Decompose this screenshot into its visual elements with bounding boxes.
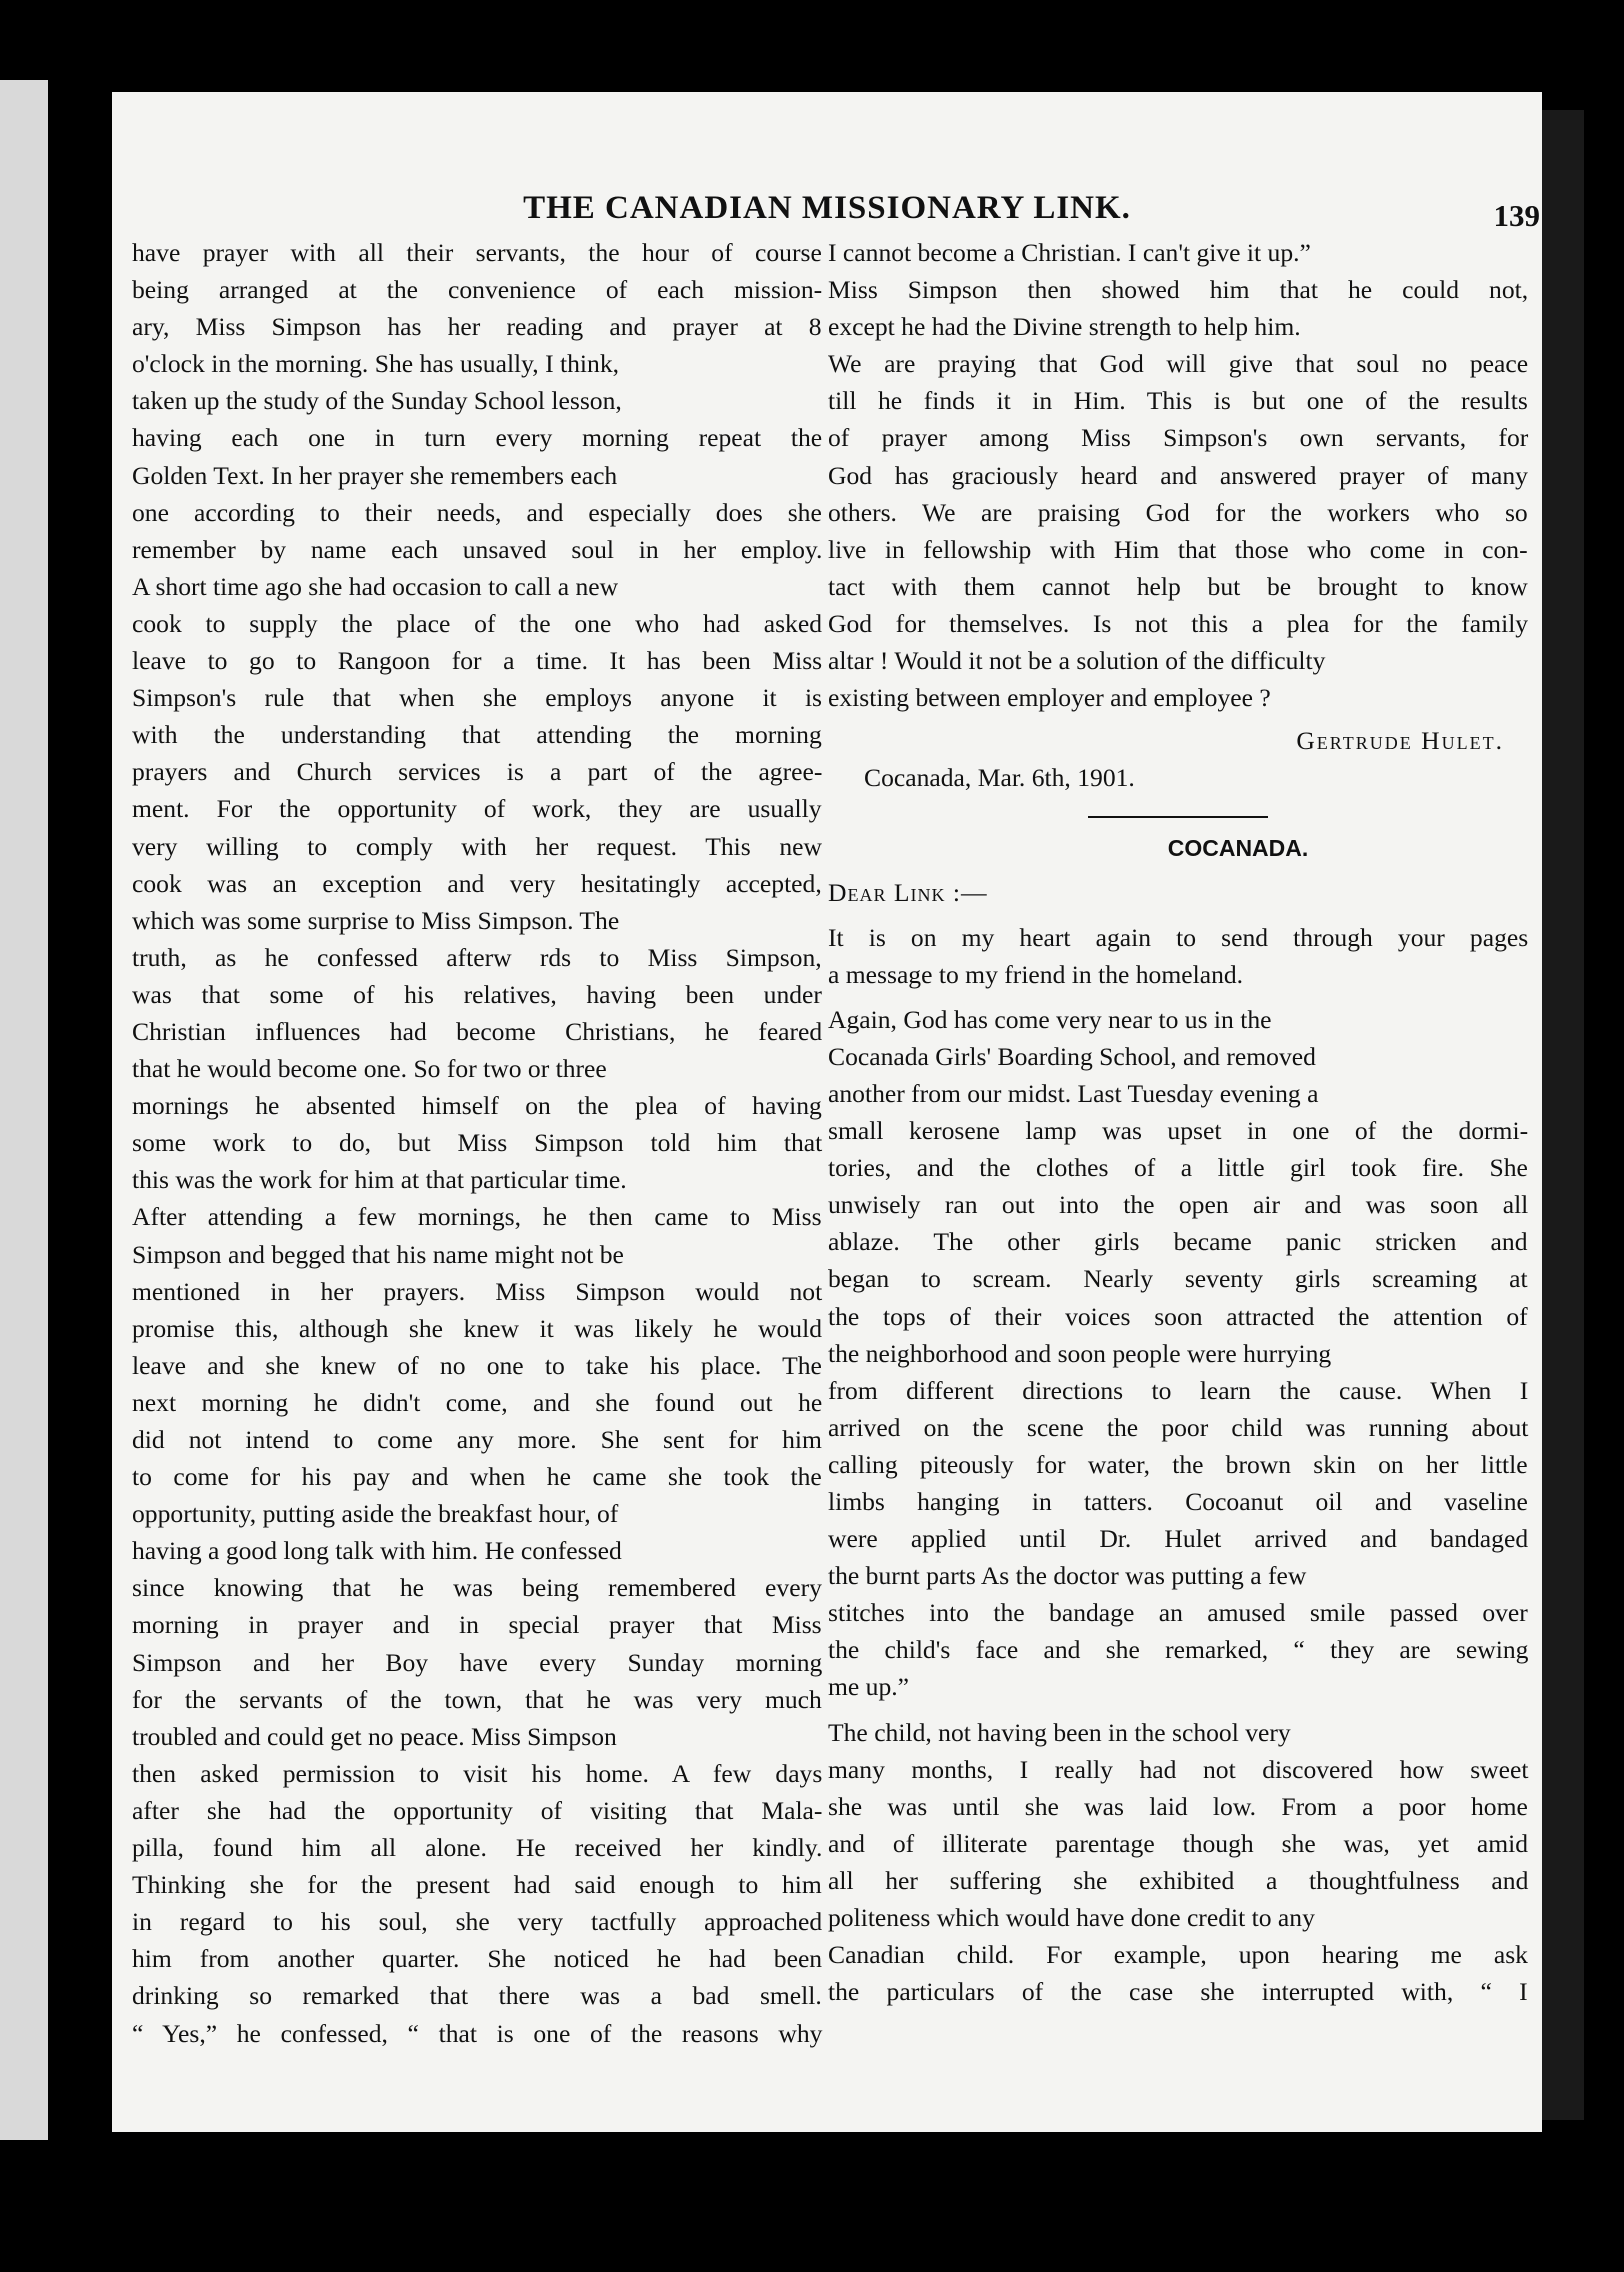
text-line: this was the work for him at that particular time.: [132, 1165, 627, 1195]
text-line: to come for his pay and when he came she took the: [132, 1462, 822, 1492]
text-line: having a good long talk with him. He confessed: [132, 1536, 622, 1566]
text-line: arrived on the scene the poor child was running about: [828, 1412, 1529, 1442]
text-line: him from another quarter. She noticed he had been: [132, 1944, 823, 1974]
text-line: the tops of their voices soon attracted the attention of: [828, 1301, 1528, 1331]
text-line: till he finds it in Him. This is but one of the results: [828, 386, 1528, 416]
text-line: ment. For the opportunity of work, they are usually: [132, 794, 822, 824]
text-line: tact with them cannot help but be brought to know: [828, 571, 1528, 601]
text-line: Golden Text. In her prayer she remembers each: [132, 460, 618, 490]
page-number: 139: [1493, 198, 1540, 233]
text-line: unwisely ran out into the open air and was soon all: [828, 1190, 1529, 1220]
text-line: of prayer among Miss Simpson's own servants, for: [828, 423, 1529, 453]
running-title: THE CANADIAN MISSIONARY LINK.: [523, 190, 1131, 226]
text-line: o'clock in the morning. She has usually, I think,: [132, 349, 620, 379]
text-line: mornings he absented himself on the plea of having: [132, 1091, 822, 1121]
left-column: [132, 234, 822, 2052]
text-line: the neighborhood and soon people were hurrying: [828, 1338, 1332, 1368]
text-line: me up.”: [828, 1672, 910, 1702]
text-line: and of illiterate parentage though she was, yet amid: [828, 1828, 1529, 1858]
text-line: many months, I really had not discovered how sweet: [828, 1754, 1529, 1784]
text-line: Canadian child. For example, upon hearing me ask: [828, 1940, 1528, 1970]
text-line: all her suffering she exhibited a thoughtfulness and: [828, 1865, 1529, 1895]
text-line: Thinking she for the present had said enough to him: [132, 1870, 822, 1900]
text-line: tories, and the clothes of a little girl took fire. She: [828, 1153, 1528, 1183]
text-line: morning in prayer and in special prayer that Miss: [132, 1610, 822, 1640]
text-line: It is on my heart again to send through your pages: [828, 922, 1529, 952]
text-line: prayers and Church services is a part of the agree-: [132, 757, 823, 787]
text-line: have prayer with all their servants, the hour of course: [132, 238, 822, 267]
text-line: opportunity, putting aside the breakfast hour, of: [132, 1499, 619, 1529]
text-line: Simpson's rule that when she employs anyone it is: [132, 683, 823, 713]
paragraph-3: [828, 1714, 1528, 2011]
salutation: Dear Link :—: [828, 877, 988, 907]
text-line: after she had the opportunity of visiting that Mala-: [132, 1795, 823, 1825]
text-line: God for themselves. Is not this a plea for the family: [828, 608, 1529, 638]
text-line: pilla, found him all alone. He received her kindly.: [132, 1833, 823, 1863]
text-line: in regard to his soul, she very tactfully approached: [132, 1907, 823, 1937]
text-line: with the understanding that attending the morning: [132, 720, 822, 750]
letter-continuation: [828, 234, 1528, 716]
text-line: for the servants of the town, that he was very much: [132, 1684, 822, 1714]
text-line: existing between employer and employee ?: [828, 683, 1271, 713]
text-line: remember by name each unsaved soul in her employ.: [132, 534, 823, 564]
text-line: ary, Miss Simpson has her reading and prayer at 8: [132, 312, 822, 342]
text-line: taken up the study of the Sunday School lesson,: [132, 386, 622, 416]
text-line: the particulars of the case she interrupted with, “ I: [828, 1977, 1528, 2007]
text-line: drinking so remarked that there was a bad smell.: [132, 1981, 822, 2011]
text-line: I cannot become a Christian. I can't give it up.”: [828, 238, 1311, 267]
text-line: from different directions to learn the cause. When I: [828, 1375, 1529, 1405]
text-line: limbs hanging in tatters. Cocoanut oil and vaseline: [828, 1487, 1528, 1516]
text-line: Miss Simpson then showed him that he could not,: [828, 275, 1529, 305]
paragraph-2: [828, 1001, 1528, 1706]
text-line: Simpson and begged that his name might not be: [132, 1239, 624, 1269]
text-line: cook was an exception and very hesitatingly accepted,: [132, 868, 822, 898]
text-line: cook to supply the place of the one who had asked: [132, 608, 822, 638]
text-line: very willing to comply with her request. This new: [132, 831, 823, 861]
text-line: was that some of his relatives, having been under: [132, 979, 822, 1009]
text-line: politeness which would have done credit to any: [828, 1903, 1315, 1933]
section-divider: [1088, 816, 1268, 818]
text-line: then asked permission to visit his home. A few days: [132, 1758, 823, 1788]
text-line: Simpson and her Boy have every Sunday morning: [132, 1647, 823, 1677]
text-line: “ Yes,” he confessed, “ that is one of the reasons why: [132, 2018, 823, 2048]
text-line: ablaze. The other girls became panic stricken and: [828, 1227, 1528, 1257]
text-line: she was until she was laid low. From a poor home: [828, 1791, 1528, 1821]
text-line: were applied until Dr. Hulet arrived and bandaged: [828, 1524, 1529, 1554]
text-line: We are praying that God will give that soul no peace: [828, 349, 1529, 379]
text-line: that he would become one. So for two or three: [132, 1054, 607, 1084]
text-line: the burnt parts As the doctor was putting a few: [828, 1561, 1307, 1591]
text-line: Christian influences had become Christians, he feared: [132, 1016, 823, 1046]
text-line: After attending a few mornings, he then came to Miss: [132, 1202, 822, 1232]
text-line: small kerosene lamp was upset in one of the dormi-: [828, 1116, 1529, 1146]
text-line: leave to go to Rangoon for a time. It has been Miss: [132, 646, 823, 676]
text-line: some work to do, but Miss Simpson told him that: [132, 1128, 823, 1158]
section-title: COCANADA.: [1167, 835, 1309, 862]
text-line: Again, God has come very near to us in the: [828, 1004, 1272, 1034]
facing-page-edge: [0, 80, 48, 2140]
text-line: calling piteously for water, the brown skin on her little: [828, 1449, 1528, 1479]
text-line: God has graciously heard and answered prayer of many: [828, 460, 1528, 490]
text-line: mentioned in her prayers. Miss Simpson would not: [132, 1276, 823, 1306]
text-line: a message to my friend in the homeland.: [828, 959, 1244, 989]
text-line: A short time ago she had occasion to call a new: [132, 571, 619, 601]
signature: Gertrude Hulet.: [1296, 726, 1504, 756]
text-line: next morning he didn't come, and she found out he: [132, 1387, 823, 1417]
page-header: [112, 190, 1542, 240]
text-line: began to scream. Nearly seventy girls screaming at: [828, 1264, 1528, 1294]
text-line: leave and she knew of no one to take his place. The: [132, 1350, 822, 1380]
text-line: troubled and could get no peace. Miss Simpson: [132, 1721, 617, 1751]
dateline: Cocanada, Mar. 6th, 1901.: [864, 763, 1135, 793]
text-line: which was some surprise to Miss Simpson. The: [132, 905, 620, 935]
text-line: stitches into the bandage an amused smile passed over: [828, 1598, 1528, 1628]
text-line: another from our midst. Last Tuesday evening a: [828, 1078, 1319, 1108]
paragraph-1: [828, 919, 1528, 993]
text-line: The child, not having been in the school very: [828, 1717, 1291, 1747]
text-line: did not intend to come any more. She sent for him: [132, 1425, 822, 1454]
text-line: being arranged at the convenience of each mission-: [132, 275, 823, 305]
text-line: live in fellowship with Him that those who come in con-: [828, 534, 1528, 564]
text-line: having each one in turn every morning repeat the: [132, 423, 823, 453]
scanned-page: [112, 92, 1542, 2132]
text-line: promise this, although she knew it was likely he would: [132, 1313, 822, 1343]
text-line: Cocanada Girls' Boarding School, and removed: [828, 1041, 1316, 1071]
text-line: truth, as he confessed afterw rds to Miss Simpson,: [132, 942, 822, 972]
text-line: others. We are praising God for the workers who so: [828, 497, 1528, 527]
text-line: except he had the Divine strength to help him.: [828, 312, 1301, 342]
text-line: one according to their needs, and especially does she: [132, 497, 822, 527]
book-spine-edge: [1538, 110, 1584, 2120]
text-line: since knowing that he was being remembered every: [132, 1573, 822, 1603]
right-column: [828, 234, 1528, 2010]
text-line: the child's face and she remarked, “ they are sewing: [828, 1635, 1529, 1665]
text-line: altar ! Would it not be a solution of the difficulty: [828, 646, 1326, 676]
